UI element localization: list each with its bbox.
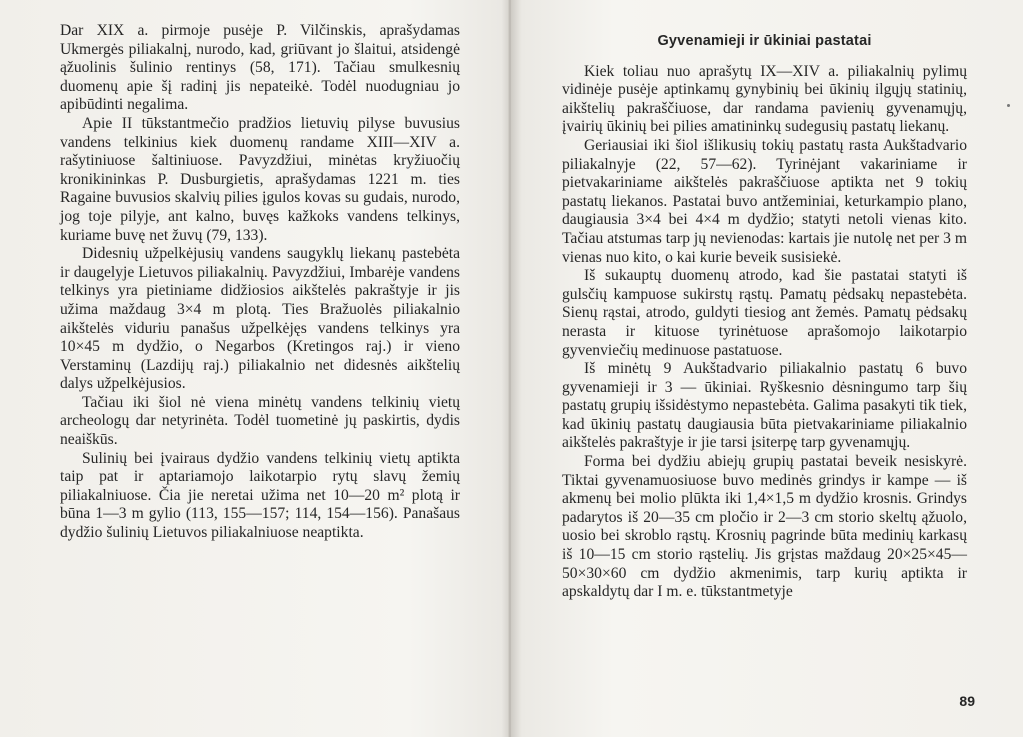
left-paragraph-1: Dar XIX a. pirmoje pusėje P. Vilčinskis, aprašydamas Ukmergės piliakalnį, nurodo, kad, griūvant jo šlaitui, atsidengė ąžuolinis šulinio rentinys (58, 171). Tačiau smulkesnių duomenų apie šį radinį jis nepateikė. Todėl nuodugniau jo apibūdinti negalima. — [60, 22, 460, 114]
left-page — [0, 0, 510, 737]
right-paragraph-5: Forma bei dydžiu abiejų grupių pastatai beveik nesiskyrė. Tiktai gyvenamuosiuose buvo medinės grindys ir kampe — iš akmenų bei molio plūkta iki 1,4×1,5 m dydžio krosnis. Grindys padarytos iš 20—35 cm pločio ir 2—3 cm storio skeltų ąžuolo, uosio bei skroblo rąstų. Krosnių pagrinde būta medinių karkasų iš 10—15 cm storio rąstelių. Jis grįstas maždaug 20×25×45—50×30×60 cm dydžio akmenimis, tarp kurių aptikta ir apskaldytų dar I m. e. tūkstantmetyje — [562, 453, 967, 601]
right-paragraph-2: Geriausiai iki šiol išlikusių tokių pastatų rasta Aukštadvario piliakalnyje (22, 57—62). Tyrinėjant vakariniame ir pietvakariniame aikštelės pakraščiuose aptikta net 9 tokių pastatų liekanos. Pastatai buvo antžeminiai, keturkampio plano, daugiausia 3×4 bei 4×4 m dydžio; statyti netoli vienas kito. Tačiau atstumas tarp jų nevienodas: kartais jie nutolę net per 3 m vienas nuo kito, o kai kurie beveik susisiekė. — [562, 136, 967, 266]
right-paragraph-1: Kiek toliau nuo aprašytų IX—XIV a. piliakalnių pylimų vidinėje pusėje aptinkamų gynybinių bei ūkinių ilgųjų statinių, aikštelių pakraščiuose, dar randama pavienių gyvenamųjų, įvairių ūkinių bei pilies amatininkų sudegusių pastatų liekanų. — [562, 62, 967, 136]
right-paragraph-3: Iš sukauptų duomenų atrodo, kad šie pastatai statyti iš gulsčių kampuose sukirstų rąstų. Pamatų pėdsakų nepastebėta. Sienų rąstai, atrodo, guldyti tiesiog ant žemės. Pamatų pėdsakų nerasta ir kituose tyrinėtuose aprašomojo laikotarpio gyvenviečių medinuose pastatuose. — [562, 267, 967, 359]
page-number: 89 — [959, 693, 975, 709]
print-speck — [1007, 104, 1010, 107]
right-text-column — [562, 22, 967, 602]
left-paragraph-2: Apie II tūkstantmečio pradžios lietuvių pilyse buvusius vandens telkinius kiek duomenų randame XIII—XIV a. rašytiniuose šaltiniuose. Pavyzdžiui, minėtas kryžiuočių kronikininkas P. Dusburgietis, aprašydamas 1221 m. ties Ragaine buvusios skalvių pilies įgulos kovas su gudais, nurodo, jog toje pilyje, ant kalno, buvęs kažkoks vandens telkinys, kuriame buvę net žuvų (79, 133). — [60, 114, 460, 244]
right-paragraph-4: Iš minėtų 9 Aukštadvario piliakalnio pastatų 6 buvo gyvenamieji ir 3 — ūkiniai. Ryškesnio dėsningumo tarp šių pastatų grupių išsidėstymo nepastebėta. Galima pasakyti tik tiek, kad ūkinių pastatų daugiausia būta pietvakariniame piliakalnio aikštelės pakraštyje ir jie tarsi įsiterpę tarp gyvenamųjų. — [562, 360, 967, 452]
left-paragraph-5: Sulinių bei įvairaus dydžio vandens telkinių vietų aptikta taip pat ir aptariamojo laikotarpio rytų slavų žemių piliakalniuose. Čia jie neretai užima net 10—20 m² plotą ir būna 1—3 m gylio (113, 155—157; 114, 154—156). Panašaus dydžio šulinių Lietuvos piliakalniuose neaptikta. — [60, 449, 460, 542]
left-paragraph-3: Didesnių užpelkėjusių vandens saugyklų liekanų pastebėta ir daugelyje Lietuvos piliakalnių. Pavyzdžiui, Imbarėje vandens telkinys yra pietiniame didžiosios aikštelės pakraštyje ir jis užima maždaug 3×4 m plotą. Ties Bražuolės piliakalnio aikštelės viduriu panašus užpelkėjęs vandens telkinys yra 10×45 m dydžio, o Negarbos (Kretingos raj.) ir vieno Verstaminų (Lazdijų raj.) piliakalnio net didesnės aikštelių dalys užpelkėjusios. — [60, 245, 460, 393]
right-page — [512, 0, 1023, 737]
section-heading: Gyvenamieji ir ūkiniai pastatai — [657, 33, 872, 49]
left-paragraph-4: Tačiau iki šiol nė viena minėtų vandens telkinių vietų archeologų dar netyrinėta. Todėl tuometinė jų paskirtis, dydis neaiškūs. — [60, 393, 460, 449]
left-text-column — [60, 22, 460, 543]
